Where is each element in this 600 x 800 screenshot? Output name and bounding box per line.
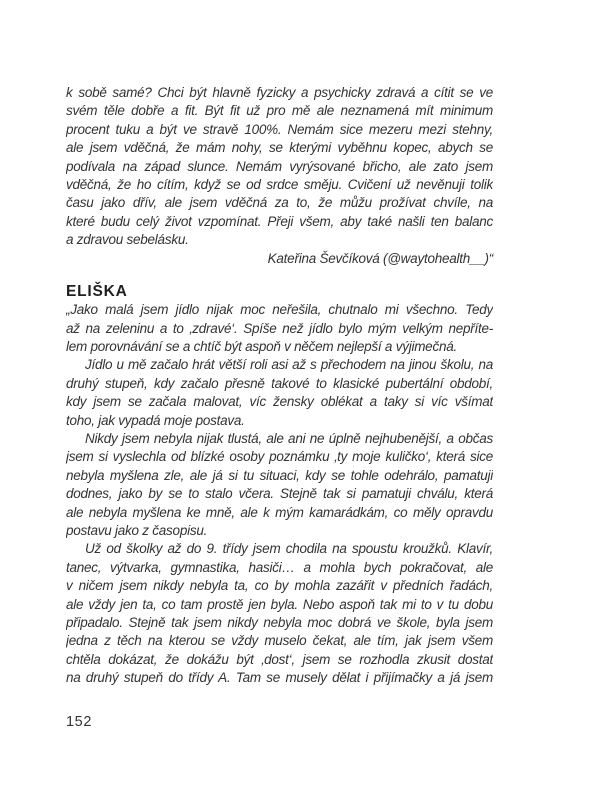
paragraph-line: jsem si vyslechla od blízké osoby poznámku ‚ty moje kuličko‘, která sice	[66, 449, 493, 465]
paragraph-line: podívala na západ slunce. Nemám vyrýsované břicho, ale zato jsem	[66, 158, 493, 174]
text-column	[66, 84, 493, 688]
paragraph-line: a zdravou sebelásku.	[66, 232, 189, 248]
paragraph-line: Jídlo u mě začalo hrát větší roli asi až s přechodem na jinou školu, na	[85, 357, 493, 373]
paragraph-line: až na zeleninu a to ‚zdravé‘. Spíše než jídlo bylo mým velkým nepříte-	[66, 320, 493, 336]
paragraph-line: toho, jak vypadá moje postava.	[66, 412, 245, 428]
paragraph-line: vděčná, že ho cítím, když se od srdce směju. Cvičení už nevěnuji tolik	[66, 176, 493, 192]
paragraph-line: na druhý stupeň do třídy A. Tam se musely dělat i přijímačky a já jsem	[66, 670, 493, 686]
page-number: 152	[66, 714, 92, 730]
paragraph-line: ale vždy jen ta, co tam prostě jen byla. Nebo aspoň tak mi to v tu dobu	[66, 596, 493, 612]
paragraph-line: ale jsem vděčná, že mám nohy, se kterými vyběhnu kopec, abych se	[66, 140, 493, 156]
paragraph-line: které budu celý život vzpomínat. Přeji všem, aby také našli ten balanc	[66, 213, 493, 229]
paragraph-line: „Jako malá jsem jídlo nijak moc neřešila, chutnalo mi všechno. Tedy	[66, 302, 493, 318]
paragraph-line: jedna z těch na kterou se vždy muselo čekat, ale tím, jak jsem všem	[66, 633, 493, 649]
paragraph-line: k sobě samé? Chci být hlavně fyzicky a psychicky zdravá a cítit se ve	[66, 85, 493, 100]
paragraph-line: připadalo. Stejně tak jsem nikdy nebyla moc dobrá ve škole, byla jsem	[66, 614, 493, 630]
paragraph-line: procent tuku a být ve stravě 100%. Nemám sice mezeru mezi stehny,	[66, 121, 493, 137]
paragraph-line: kdy jsem se začala malovat, víc žensky oblékat a taky si víc všímat	[66, 394, 493, 410]
paragraph-line: lem porovnávání se a chtíč být aspoň v něčem nejlepší a výjimečná.	[66, 339, 457, 355]
paragraph-line: Nikdy jsem nebyla nijak tlustá, ale ani ne úplně nejhubenější, a občas	[85, 431, 493, 447]
paragraph-line: Už od školky až do 9. třídy jsem chodila na spoustu kroužků. Klavír,	[85, 541, 493, 557]
paragraph-line: svém těle dobře a fit. Být fit už pro mě ale neznamená mít minimum	[66, 103, 493, 119]
paragraph-line: nebyla myšlena zle, ale já si tu situaci, kdy se tohle odehrálo, pamatuji	[66, 467, 493, 483]
quote-attribution: Kateřina Ševčíková (@waytohealth__)“	[267, 250, 493, 266]
paragraph-line: dodnes, jako by se to stalo včera. Stejně tak si pamatuji chválu, která	[66, 486, 493, 502]
paragraph-line: ale nebyla myšlena ke mně, ale k mým kamarádkám, co měly opravdu	[66, 504, 493, 520]
section-heading: ELIŠKA	[66, 282, 128, 300]
paragraph-line: druhý stupeň, kdy začalo přesně takové to klasické pubertální období,	[66, 375, 493, 391]
paragraph-line: chtěla dokázat, že dokážu být ‚dost‘, jsem se rozhodla zkusit dostat	[66, 651, 493, 667]
paragraph-line: postavu jako z časopisu.	[66, 522, 208, 538]
paragraph-line: času jako dřív, ale jsem vděčná za to, že můžu prožívat chvíle, na	[66, 195, 493, 211]
paragraph-line: tanec, výtvarka, gymnastika, hasiči… a mohla bych pokračovat, ale	[66, 559, 493, 575]
paragraph-line: v ničem jsem nikdy nebyla ta, co by mohla zazářit v předních řadách,	[66, 578, 493, 594]
